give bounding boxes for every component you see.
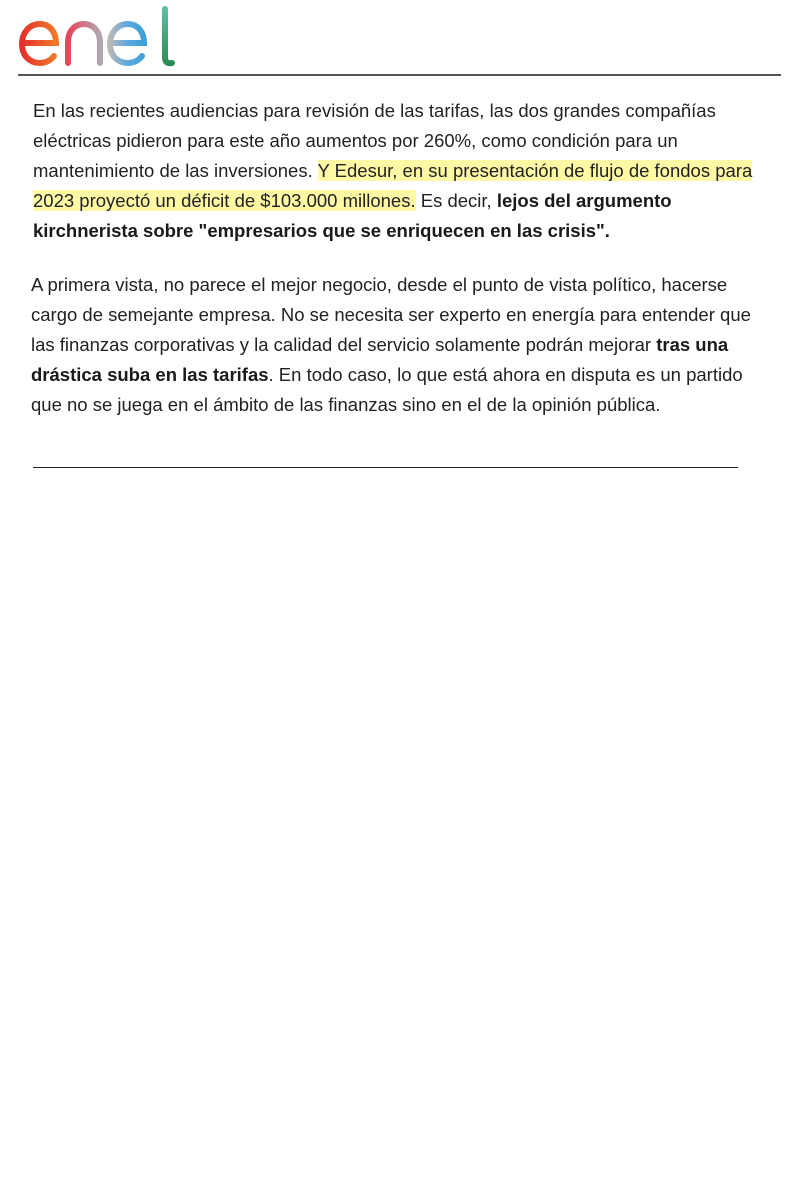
article-body xyxy=(33,96,768,420)
article-end-divider xyxy=(33,467,738,468)
highlighted-quote: Y Edesur, en su presentación de flujo de fondos para 2023 proyectó un déficit de $103.000 millones. xyxy=(33,160,753,211)
paragraph-2 xyxy=(31,270,768,420)
paragraph-2-intro: A primera vista, no parece el mejor negocio, desde el punto de vista político, hacerse cargo de semejante empresa. No se necesita ser experto en energía para entender que las finanzas corporativas y la calidad del servicio solamente podrán mejorar xyxy=(31,274,751,355)
enel-logo-mark xyxy=(18,6,183,68)
paragraph-2-bold: tras una drástica suba en las tarifas xyxy=(31,334,729,385)
paragraph-2-outro: . En todo caso, lo que está ahora en disputa es un partido que no se juega en el ámbito de las finanzas sino en el de la opinión pública. xyxy=(31,364,743,415)
paragraph-1-intro: En las recientes audiencias para revisión de las tarifas, las dos grandes compañías eléctricas pidieron para este año aumentos por 260%, como condición para un mantenimiento de las inversiones. xyxy=(33,100,716,181)
header-divider xyxy=(18,74,781,76)
enel-logo xyxy=(18,6,183,68)
paragraph-1 xyxy=(33,96,768,246)
paragraph-1-transition: Es decir, xyxy=(420,190,492,211)
paragraph-1-bold: lejos del argumento kirchnerista sobre "empresarios que se enriquecen en las crisis". xyxy=(33,190,672,241)
